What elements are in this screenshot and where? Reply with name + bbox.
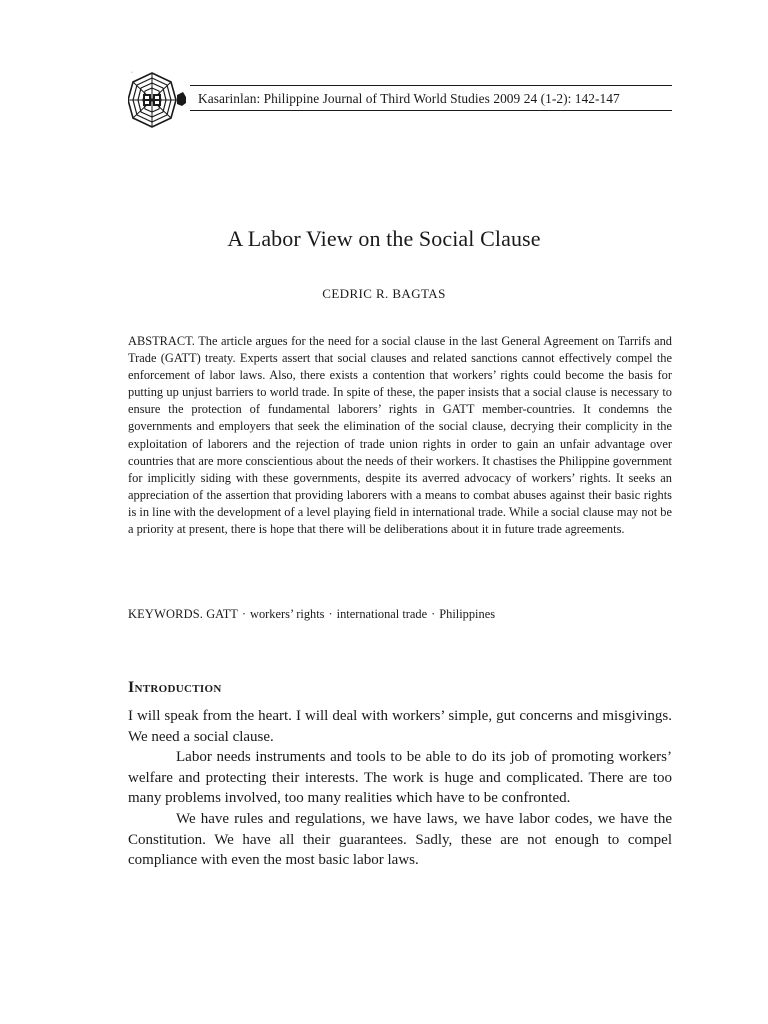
abstract-paragraph: ABSTRACT. The article argues for the need for a social clause in the last General Agreement on Tarrifs and Trade (GATT) treaty. Experts assert that social clauses and related sanctions cannot effectively compel the enforcement of labor laws. Also, there exists a contention that workers’ rights could become the basis for putting up unjust barriers to world trade. In spite of these, the paper insists that a social clause is necessary to ensure the protection of fundamental laborers’ rights in GATT member-countries. It condemns the governments and employers that seek the elimination of the social clause, decrying their complicity in the exploitation of laborers and the rejection of trade union rights in order to gain an unfair advantage over countries that are more conscientious about the needs of their workers. It chastises the Philippine government for implicitly siding with these governments, despite its averred advocacy of workers’ rights. It seeks an appreciation of the assertion that providing laborers with a means to combat abuses against their basic rights is in line with the development of a level playing field in international trade. While a social clause may not be a priority at present, there is hope that there will be deliberations about it in future trade agreements. xyxy=(128,334,672,537)
journal-citation: Kasarinlan: Philippine Journal of Third World Studies 2009 24 (1-2): 142-147 xyxy=(198,91,620,106)
keyword-item: workers’ rights xyxy=(250,607,325,621)
body-paragraph: We have rules and regulations, we have laws, we have labor codes, we have the Constitution. We have all their guarantees. Sadly, these are not enough to compel compliance with even the most basic labor laws. xyxy=(128,810,672,869)
keyword-item: GATT xyxy=(206,607,238,621)
keywords-label: KEYWORDS. xyxy=(128,607,204,621)
keyword-item: international trade xyxy=(336,607,428,621)
keywords-line xyxy=(128,606,672,623)
header-rule-top xyxy=(190,85,672,86)
keyword-separator: · xyxy=(241,607,247,621)
keyword-separator: · xyxy=(328,607,333,621)
article-title: A Labor View on the Social Clause xyxy=(227,226,541,251)
keyword-separator: · xyxy=(431,607,436,621)
body-paragraph: I will speak from the heart. I will deal with workers’ simple, gut concerns and misgivings. We need a social clause. xyxy=(128,708,672,745)
article-author: CEDRIC R. BAGTAS xyxy=(322,286,446,301)
header-rule-bottom xyxy=(190,110,672,111)
keyword-item: Philippines xyxy=(439,607,496,621)
body-paragraph: Labor needs instruments and tools to be able to do its job of promoting workers’ welfare and protecting their interests. The work is huge and complicated. There are too many problems involved, too many realities which have to be confronted. xyxy=(128,749,672,807)
corner-mark: · xyxy=(131,70,133,76)
journal-logo-icon xyxy=(128,72,188,128)
section-heading-introduction: Introduction xyxy=(128,679,222,696)
journal-header xyxy=(128,72,672,128)
introduction-body xyxy=(128,706,672,871)
